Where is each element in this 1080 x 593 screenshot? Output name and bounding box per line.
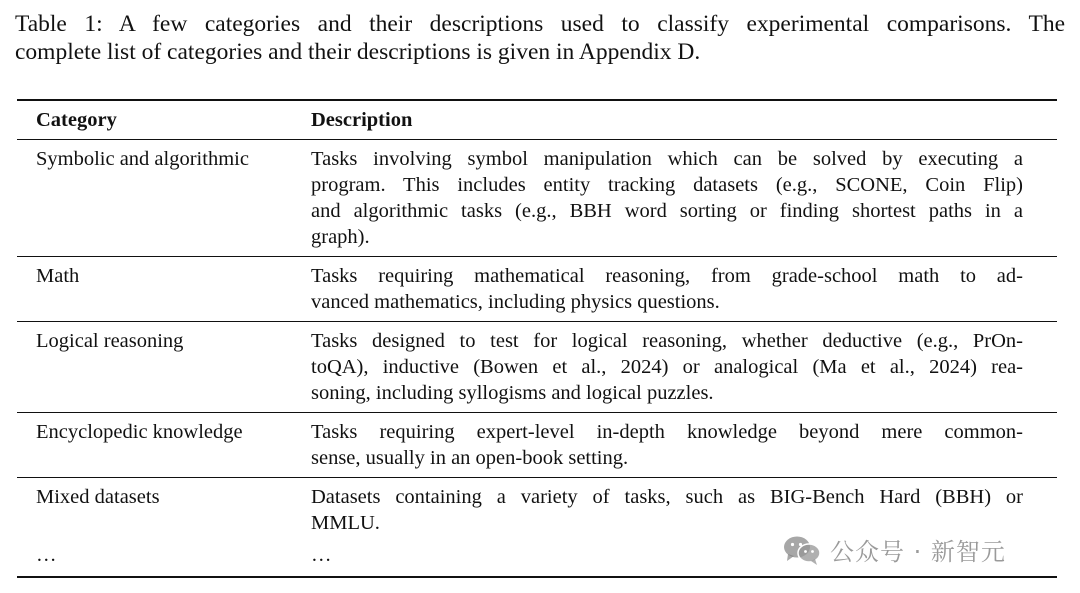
description-line: Tasks designed to test for logical reasoning, whether deductive (e.g., PrOn- [311, 330, 1023, 352]
caption-line-2: complete list of categories and their descriptions is given in Appendix D. [15, 39, 701, 65]
row-description [311, 419, 1023, 471]
description-line: Datasets containing a variety of tasks, such as BIG-Bench Hard (BBH) or [311, 486, 1023, 508]
row-category: Mixed datasets [36, 486, 160, 508]
watermark-text: 公众号 · 新智元 [830, 538, 1006, 566]
bottom-rule [17, 576, 1057, 578]
description-line: sense, usually in an open-book setting. [311, 447, 629, 469]
row-description [311, 328, 1023, 406]
description-line: vanced mathematics, including physics questions. [311, 291, 720, 313]
header-category: Category [36, 109, 117, 131]
wechat-icon [782, 534, 822, 566]
description-line: soning, including syllogisms and logical puzzles. [311, 382, 714, 404]
row-category: Logical reasoning [36, 330, 184, 352]
row-category: Encyclopedic knowledge [36, 421, 243, 443]
row-description [311, 263, 1023, 315]
description-line: Tasks requiring mathematical reasoning, from grade-school math to ad- [311, 265, 1023, 287]
row-category: Symbolic and algorithmic [36, 148, 249, 170]
description-line: program. This includes entity tracking datasets (e.g., SCONE, Coin Flip) [311, 174, 1023, 196]
description-line: and algorithmic tasks (e.g., BBH word sorting or finding shortest paths in a [311, 200, 1023, 222]
table-row [17, 140, 1057, 256]
watermark [782, 532, 1006, 567]
description-line: graph). [311, 226, 370, 248]
description-line: Tasks requiring expert-level in-depth knowledge beyond mere common- [311, 421, 1023, 443]
row-category: Math [36, 265, 80, 287]
table-row [17, 413, 1057, 477]
ellipsis-category: … [36, 544, 57, 566]
ellipsis-description: … [311, 544, 332, 566]
description-line: Tasks involving symbol manipulation which can be solved by executing a [311, 148, 1023, 170]
category-table [17, 99, 1057, 578]
row-description [311, 484, 1023, 536]
description-line: toQA), inductive (Bowen et al., 2024) or analogical (Ma et al., 2024) rea- [311, 356, 1023, 378]
table-row [17, 257, 1057, 321]
caption-line-1: Table 1: A few categories and their descriptions used to classify experimental comparisons. The [15, 11, 1065, 37]
table-caption [15, 10, 1065, 66]
table-row [17, 322, 1057, 412]
header-description: Description [311, 109, 413, 131]
description-line: MMLU. [311, 512, 380, 534]
table-header-row [17, 101, 1057, 139]
row-description [311, 146, 1023, 250]
